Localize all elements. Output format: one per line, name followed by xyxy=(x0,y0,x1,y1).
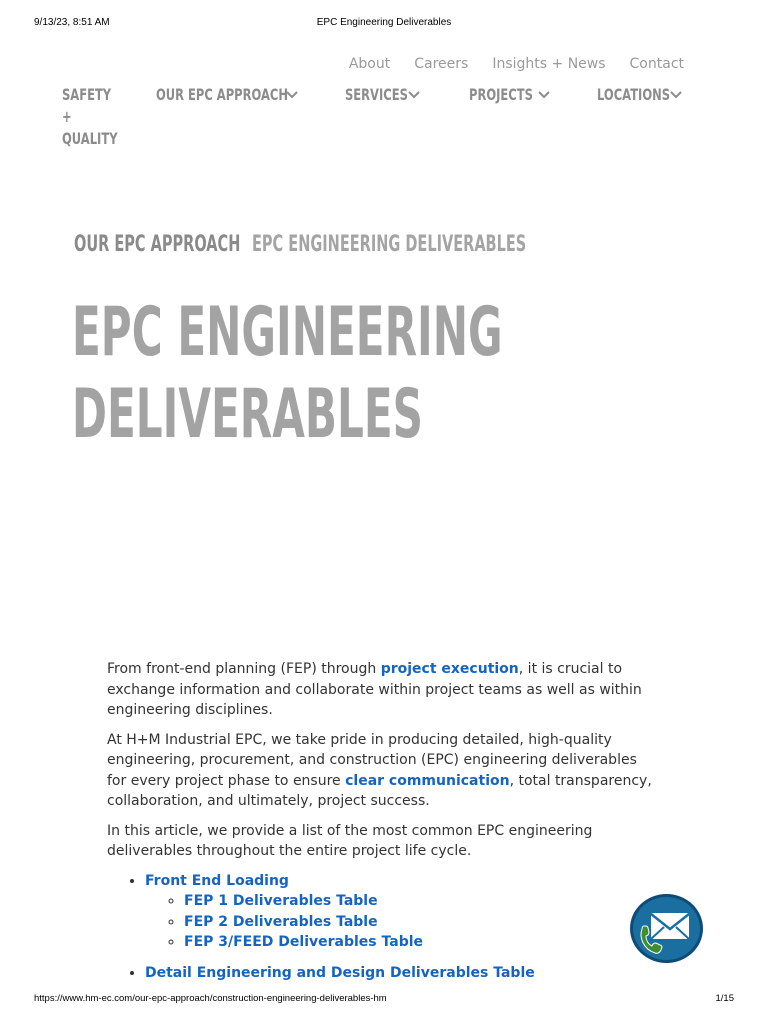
toc-sublist xyxy=(184,891,655,953)
pride-paragraph xyxy=(107,730,655,812)
article-scope-paragraph: In this article, we provide a list of the most common EPC engineering deliverables throughout the entire project life cycle. xyxy=(107,822,593,859)
toc-link-detail-engineering[interactable]: Detail Engineering and Design Deliverables Table xyxy=(145,964,535,981)
pride-text-start: At H+M Industrial EPC, we take pride in producing detailed, high-quality engineering, procurement, and construction (EPC) engineering deliverables for every project phase to ensure xyxy=(107,731,637,789)
page-title-line1: EPC ENGINEERING xyxy=(72,293,503,372)
print-header xyxy=(34,17,734,31)
top-link-insights-news[interactable]: Insights + News xyxy=(492,56,606,72)
toc-item xyxy=(145,963,655,984)
print-doc-title: EPC Engineering Deliverables xyxy=(316,17,452,28)
toc-link-fep3-feed[interactable]: FEP 3/FEED Deliverables Table xyxy=(184,934,424,950)
print-datetime: 9/13/23, 8:51 AM xyxy=(34,17,110,28)
nav-locations-label: LOCATIONS xyxy=(597,85,671,104)
page-title xyxy=(72,292,592,456)
print-url: https://www.hm-ec.com/our-epc-approach/construction-engineering-deliverables-hm xyxy=(34,993,387,1004)
nav-item-safety-quality[interactable] xyxy=(62,84,122,150)
top-link-contact[interactable]: Contact xyxy=(629,56,684,72)
table-of-contents xyxy=(145,871,655,984)
toc-item xyxy=(184,932,655,953)
page-title-line2: DELIVERABLES xyxy=(72,375,424,454)
toc-link-fep2[interactable]: FEP 2 Deliverables Table xyxy=(184,913,378,930)
chevron-down-icon xyxy=(670,84,683,106)
contact-button[interactable] xyxy=(630,894,703,963)
nav-item-projects[interactable] xyxy=(469,84,551,106)
link-project-execution[interactable]: project execution xyxy=(380,661,519,677)
print-footer xyxy=(34,993,734,1005)
toc-item xyxy=(184,912,655,933)
article-content xyxy=(107,659,655,983)
nav-safety-line3: QUALITY xyxy=(62,129,118,148)
intro-text-end: , it is crucial to exchange information and collaborate within project teams as well as within engineering disciplines. xyxy=(107,661,642,718)
toc-item xyxy=(145,871,655,953)
nav-item-locations[interactable] xyxy=(597,84,683,106)
breadcrumb-our-epc-approach[interactable]: OUR EPC APPROACH xyxy=(74,232,241,257)
nav-services-label: SERVICES xyxy=(345,85,408,104)
toc-link-front-end-loading[interactable]: Front End Loading xyxy=(145,872,289,889)
link-clear-communication[interactable]: clear communication xyxy=(345,772,510,789)
top-link-about[interactable]: About xyxy=(348,56,391,72)
print-page-number: 1/15 xyxy=(715,993,734,1004)
intro-text-start: From front-end planning (FEP) through xyxy=(107,661,381,677)
mail-phone-icon xyxy=(633,897,700,960)
breadcrumb-current: EPC ENGINEERING DELIVERABLES xyxy=(252,232,527,257)
intro-paragraph xyxy=(107,659,655,721)
top-link-careers[interactable]: Careers xyxy=(414,56,469,72)
nav-safety-line1: SAFETY xyxy=(62,85,112,104)
utility-nav xyxy=(349,56,684,72)
pride-text-end: , total transparency, collaboration, and ultimately, project success. xyxy=(107,772,652,809)
nav-item-services[interactable] xyxy=(345,84,421,106)
nav-item-our-epc-approach[interactable] xyxy=(156,84,299,106)
nav-projects-label: PROJECTS xyxy=(469,85,533,104)
chevron-down-icon xyxy=(286,84,299,106)
nav-approach-label: OUR EPC APPROACH xyxy=(156,85,288,104)
toc-link-fep1[interactable]: FEP 1 Deliverables Table xyxy=(184,893,378,909)
main-nav xyxy=(62,84,702,154)
chevron-down-icon xyxy=(538,84,551,106)
chevron-down-icon xyxy=(408,84,421,106)
nav-safety-line2: + xyxy=(62,107,72,126)
toc-item xyxy=(184,891,655,912)
